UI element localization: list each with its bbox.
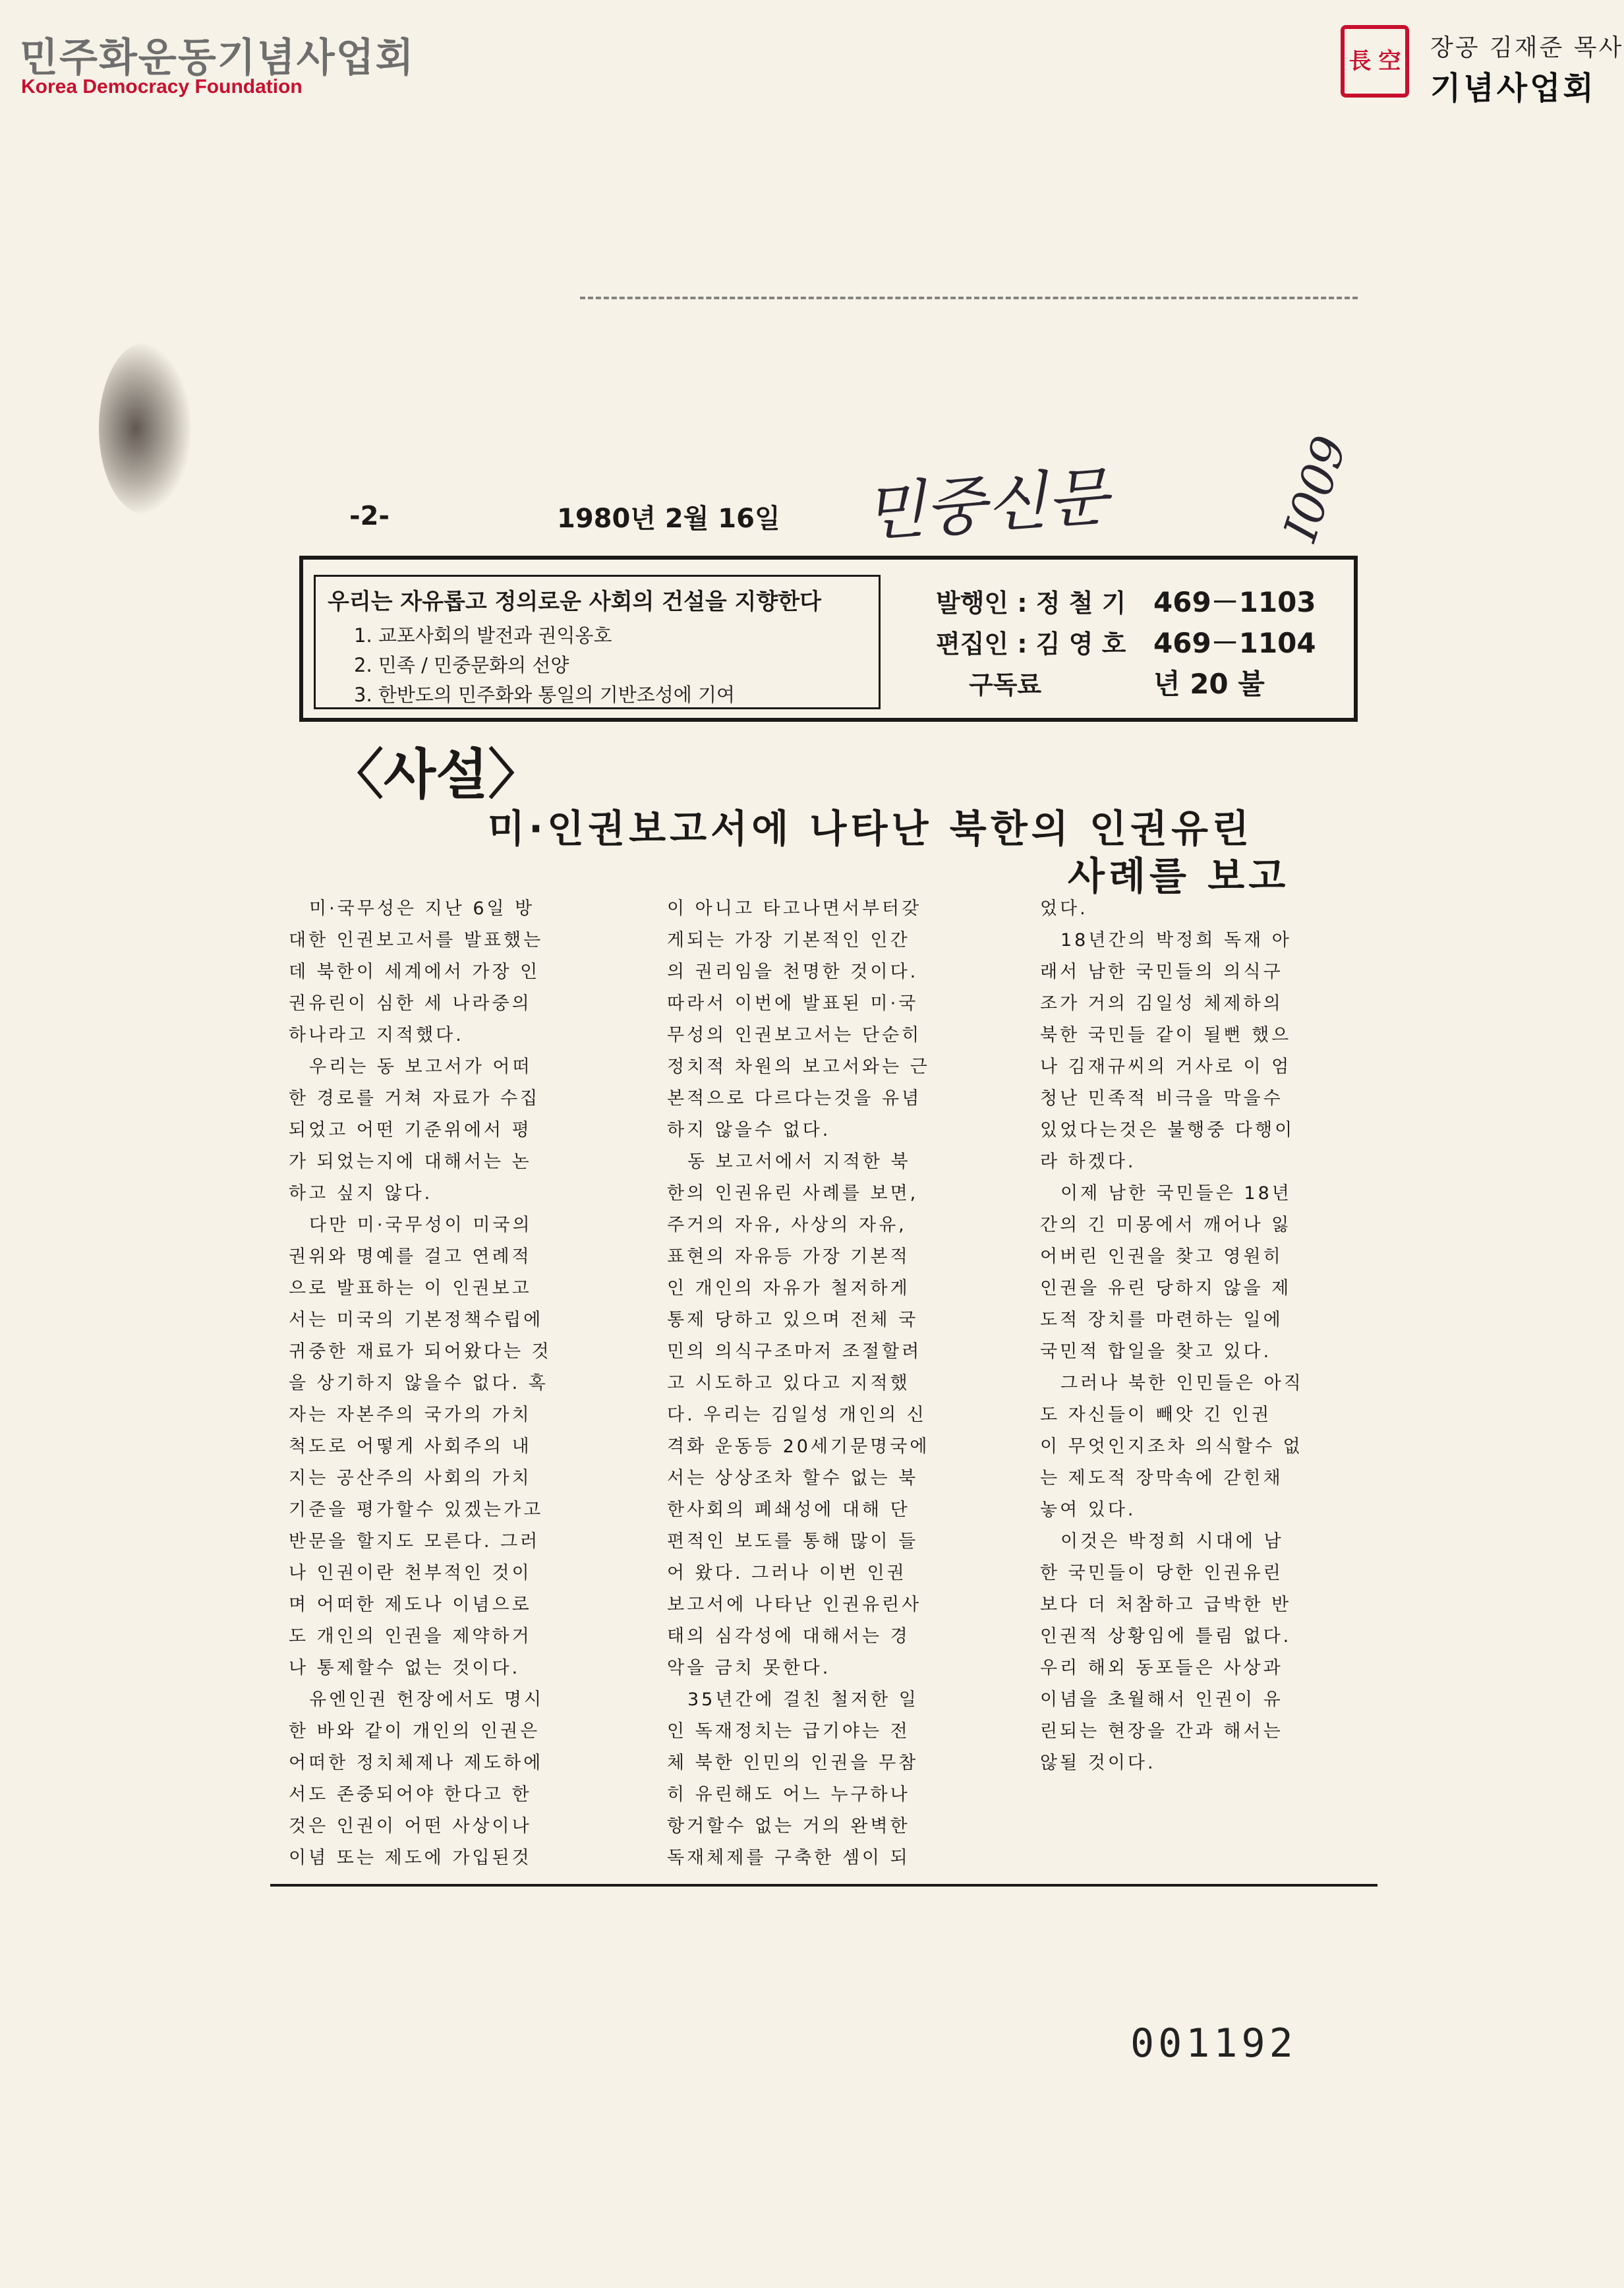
text-line: 나 김재규씨의 거사로 이 엄 — [1040, 1057, 1292, 1077]
text-line: 미·국무성은 지난 6일 방 — [289, 898, 535, 919]
text-line: 되었고 어떤 기준위에서 평 — [289, 1120, 532, 1140]
text-line: 주거의 자유, 사상의 자유, — [667, 1215, 907, 1235]
text-line: 히 유린해도 어느 누구하나 — [667, 1784, 910, 1805]
editor-row — [936, 621, 1331, 662]
text-line: 권위와 명예를 걸고 연례적 — [289, 1247, 532, 1267]
editor-label: 편집인 : 김 영 호 — [936, 629, 1126, 659]
text-line: 간의 긴 미몽에서 깨어나 잃 — [1040, 1215, 1292, 1235]
text-line: 청난 민족적 비극을 막을수 — [1040, 1088, 1283, 1109]
text-line: 악을 금치 못한다. — [667, 1658, 831, 1678]
text-line: 한의 인권유린 사례를 보면, — [667, 1183, 919, 1204]
text-line: 서는 상상조차 할수 없는 북 — [667, 1468, 919, 1488]
publisher-row — [936, 580, 1331, 621]
text-line: 보고서에 나타난 인권유린사 — [667, 1595, 922, 1615]
text-line: 어떠한 정치체제나 제도하에 — [289, 1753, 544, 1773]
text-line: 것은 인권이 어떤 사상이나 — [289, 1816, 532, 1836]
text-line: 는 제도적 장막속에 갇힌채 — [1040, 1468, 1283, 1488]
text-line: 인 개인의 자유가 철저하게 — [667, 1278, 910, 1299]
text-line: 서는 미국의 기본정책수립에 — [289, 1310, 544, 1330]
text-line: 18년간의 박정희 독재 아 — [1040, 930, 1292, 951]
publication-info — [936, 580, 1331, 703]
text-line: 이념을 초월해서 인권이 유 — [1040, 1689, 1283, 1710]
editorial-column-1 — [289, 893, 624, 1874]
document-number: 001192 — [1130, 2020, 1297, 2067]
text-line: 반문을 할지도 모른다. 그러 — [289, 1531, 540, 1552]
text-line: 태의 심각성에 대해서는 경 — [667, 1626, 910, 1647]
text-line: 있었다는것은 불행중 다행이 — [1040, 1120, 1295, 1140]
kdf-logo-korean: 민주화운동기념사업회 — [20, 35, 415, 81]
text-line: 도적 장치를 마련하는 일에 — [1040, 1310, 1283, 1330]
text-line: 놓여 있다. — [1040, 1500, 1136, 1520]
motto-item: 1. 교포사회의 발전과 권익옹호 — [354, 624, 612, 647]
text-line: 자는 자본주의 국가의 가치 — [289, 1405, 532, 1425]
publisher-phone: 469－1103 — [1153, 586, 1316, 618]
text-line: 그러나 북한 인민들은 아직 — [1040, 1373, 1304, 1393]
text-line: 며 어떠한 제도나 이념으로 — [289, 1595, 532, 1615]
jangkong-seal-logo — [1341, 25, 1409, 98]
motto-box — [314, 575, 881, 709]
text-line: 래서 남한 국민들의 의식구 — [1040, 962, 1283, 982]
text-line: 35년간에 걸친 철저한 일 — [667, 1689, 919, 1710]
motto-heading: 우리는 자유롭고 정의로운 사회의 건설을 지향한다 — [328, 589, 821, 615]
text-line: 척도로 어떻게 사회주의 내 — [289, 1436, 532, 1457]
text-line: 귀중한 재료가 되어왔다는 것 — [289, 1341, 552, 1362]
text-line: 었다. — [1040, 898, 1088, 919]
text-line: 국민적 합일을 찾고 있다. — [1040, 1341, 1272, 1362]
text-line: 이 무엇인지조차 의식할수 없 — [1040, 1436, 1303, 1457]
text-line: 나 인권이란 천부적인 것이 — [289, 1563, 532, 1583]
text-line: 우리는 동 보고서가 어떠 — [289, 1057, 533, 1077]
subscription-row — [936, 662, 1331, 703]
text-line: 한 국민들이 당한 인권유린 — [1040, 1563, 1283, 1583]
text-line: 이념 또는 제도에 가입된것 — [289, 1848, 532, 1868]
text-line: 도 자신들이 빼앗 긴 인권 — [1040, 1405, 1272, 1425]
text-line: 정치적 차원의 보고서와는 근 — [667, 1057, 930, 1077]
text-line: 다. 우리는 김일성 개인의 신 — [667, 1405, 927, 1425]
page-number: -2- — [349, 501, 390, 531]
text-line: 서도 존중되어야 한다고 한 — [289, 1784, 532, 1805]
editorial-title-line2: 사례를 보고 — [1068, 854, 1290, 898]
text-line: 이것은 박정희 시대에 남 — [1040, 1531, 1284, 1552]
subscription-value: 년 20 불 — [1153, 668, 1265, 700]
text-line: 라 하겠다. — [1040, 1152, 1136, 1172]
text-line: 조가 거의 김일성 체제하의 — [1040, 993, 1283, 1014]
motto-item: 2. 민족 / 민중문화의 선양 — [354, 654, 569, 676]
text-line: 보다 더 처참하고 급박한 반 — [1040, 1595, 1292, 1615]
text-line: 따라서 이번에 발표된 미·국 — [667, 993, 919, 1014]
text-line: 이 아니고 타고나면서부터갖 — [667, 898, 922, 919]
text-line: 유엔인권 헌장에서도 명시 — [289, 1689, 544, 1710]
text-line: 한 바와 같이 개인의 인권은 — [289, 1721, 540, 1742]
text-line: 대한 인권보고서를 발표했는 — [289, 930, 544, 951]
kdf-logo-english: Korea Democracy Foundation — [21, 76, 303, 98]
text-line: 어 왔다. 그러나 이번 인권 — [667, 1563, 907, 1583]
text-line: 인 독재정치는 급기야는 전 — [667, 1721, 910, 1742]
text-line: 한사회의 폐쇄성에 대해 단 — [667, 1500, 910, 1520]
editorial-column-2 — [667, 893, 1002, 1874]
editorial-title-line1: 미·인권보고서에 나타난 북한의 인권유린 — [488, 806, 1254, 851]
foundation-name-line2: 기념사업회 — [1430, 70, 1596, 107]
text-line: 이제 남한 국민들은 18년 — [1040, 1183, 1292, 1204]
text-line: 으로 발표하는 이 인권보고 — [289, 1278, 532, 1299]
handwritten-archive-number: I009 — [1273, 429, 1358, 548]
seal-glyph-1: 長 — [1348, 48, 1372, 74]
issue-date: 1980년 2월 16일 — [557, 504, 780, 534]
scan-top-dashed-line — [580, 297, 1358, 299]
text-line: 을 상기하지 않을수 없다. 혹 — [289, 1373, 548, 1393]
text-line: 도 개인의 인권을 제약하거 — [289, 1626, 532, 1647]
text-line: 하나라고 지적했다. — [289, 1025, 464, 1045]
text-line: 본적으로 다르다는것을 유념 — [667, 1088, 922, 1109]
text-line: 독재체제를 구축한 셈이 되 — [667, 1848, 910, 1868]
text-line: 하고 싶지 않다. — [289, 1183, 433, 1204]
text-line: 하지 않을수 없다. — [667, 1120, 831, 1140]
text-line: 체 북한 인민의 인권을 무참 — [667, 1753, 919, 1773]
motto-item: 3. 한반도의 민주화와 통일의 기반조성에 기여 — [354, 684, 736, 706]
text-line: 의 권리임을 천명한 것이다. — [667, 962, 919, 982]
scan-smudge — [99, 343, 191, 514]
bottom-rule — [270, 1884, 1378, 1887]
text-line: 편적인 보도를 통해 많이 들 — [667, 1531, 919, 1552]
text-line: 고 시도하고 있다고 지적했 — [667, 1373, 910, 1393]
text-line: 동 보고서에서 지적한 북 — [667, 1152, 911, 1172]
publisher-label: 발행인 : 정 철 기 — [936, 588, 1126, 618]
text-line: 어버린 인권을 찾고 영원히 — [1040, 1247, 1283, 1267]
text-line: 인권을 유린 당하지 않을 제 — [1040, 1278, 1292, 1299]
handwritten-newspaper-title: 민중신문 — [861, 459, 1111, 550]
foundation-name-line1: 장공 김재준 목사 — [1430, 34, 1624, 61]
editor-phone: 469－1104 — [1153, 627, 1316, 659]
editorial-column-3 — [1040, 893, 1375, 1779]
text-line: 민의 의식구조마저 조절할려 — [667, 1341, 922, 1362]
text-line: 권유린이 심한 세 나라중의 — [289, 993, 532, 1014]
text-line: 데 북한이 세계에서 가장 인 — [289, 962, 540, 982]
editorial-tag: 〈사설〉 — [330, 744, 542, 806]
text-line: 가 되었는지에 대해서는 논 — [289, 1152, 532, 1172]
text-line: 항거할수 없는 거의 완벽한 — [667, 1816, 910, 1836]
text-line: 우리 해외 동포들은 사상과 — [1040, 1658, 1283, 1678]
text-line: 통제 당하고 있으며 전체 국 — [667, 1310, 919, 1330]
text-line: 게되는 가장 기본적인 인간 — [667, 930, 910, 951]
text-line: 격화 운동등 20세기문명국에 — [667, 1436, 930, 1457]
text-line: 나 통제할수 없는 것이다. — [289, 1658, 521, 1678]
text-line: 다만 미·국무성이 미국의 — [289, 1215, 533, 1235]
seal-glyph-2: 空 — [1378, 48, 1401, 74]
text-line: 북한 국민들 같이 될뻔 했으 — [1040, 1025, 1292, 1045]
text-line: 무성의 인권보고서는 단순히 — [667, 1025, 922, 1045]
text-line: 않될 것이다. — [1040, 1753, 1156, 1773]
text-line: 한 경로를 거쳐 자료가 수집 — [289, 1088, 540, 1109]
subscription-label: 구독료 — [969, 670, 1042, 699]
text-line: 인권적 상황임에 틀림 없다. — [1040, 1626, 1292, 1647]
text-line: 기준을 평가할수 있겠는가고 — [289, 1500, 544, 1520]
text-line: 지는 공산주의 사회의 가치 — [289, 1468, 532, 1488]
text-line: 표현의 자유등 가장 기본적 — [667, 1247, 910, 1267]
text-line: 린되는 현장을 간과 해서는 — [1040, 1721, 1283, 1742]
